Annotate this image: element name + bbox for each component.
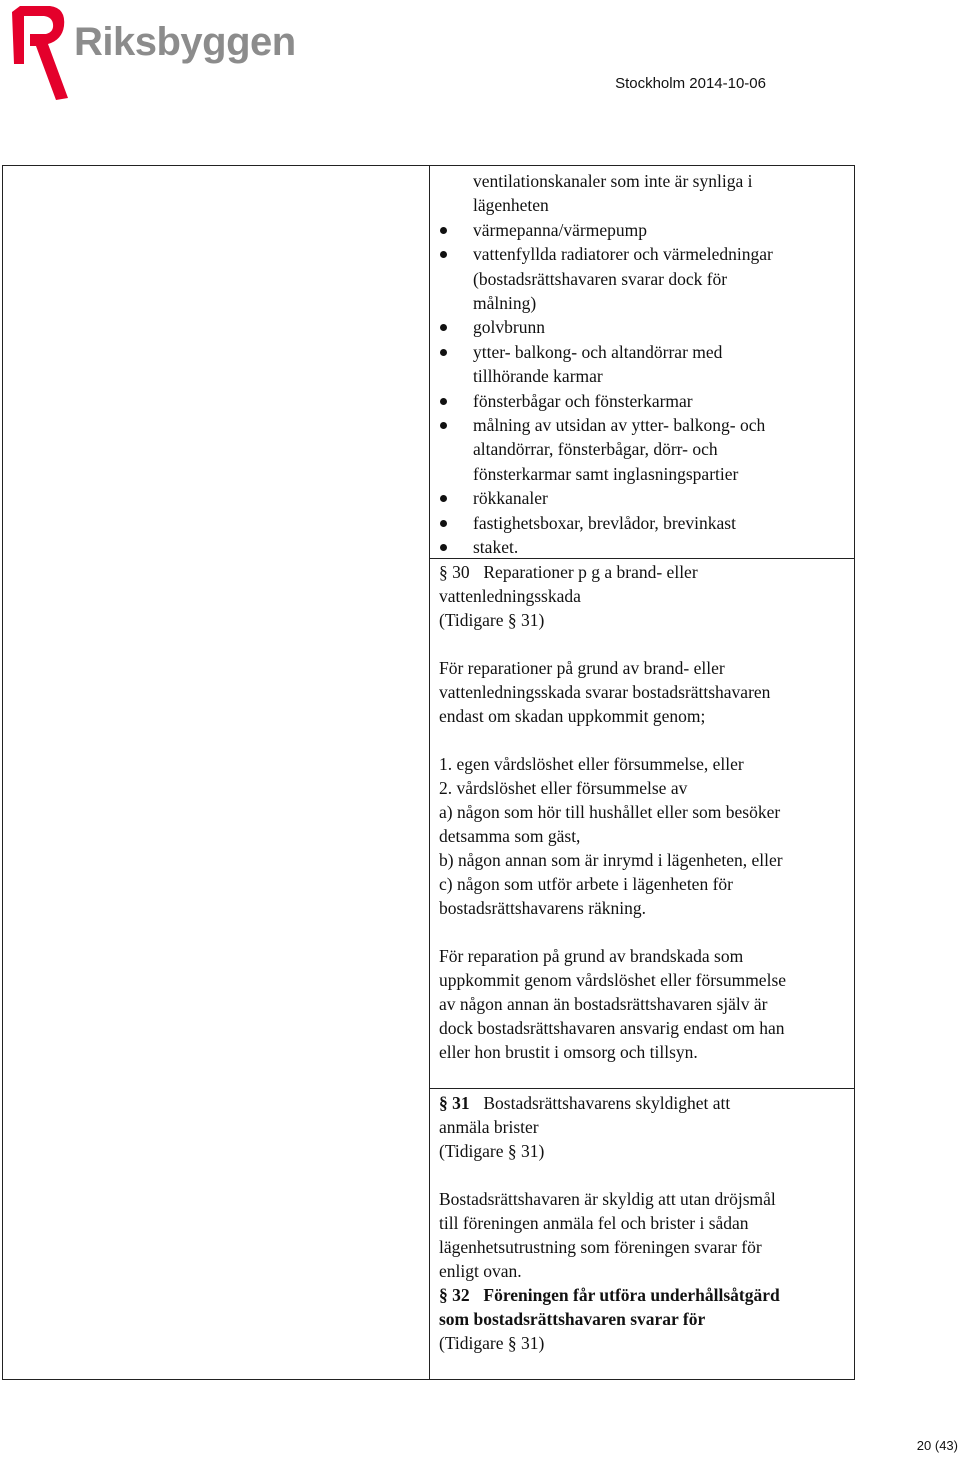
section-31-heading: § 31 Bostadsrättshavarens skyldighet att: [439, 1093, 731, 1113]
bullet-icon: [440, 324, 447, 331]
riksbyggen-logo: [10, 4, 300, 102]
section-30: § 30 Reparationer p g a brand- eller vattenledningsskada (Tidigare § 31) För reparationer på grund av brand- eller vattenledningsskada svarar bostadsrättshavaren endast om skadan uppkommit genom; 1. egen vårdslöshet eller försummelse, eller 2. vårdslöshet eller försummelse av a) någon som hör till hushållet eller som besöker detsamma som gäst, b) någon annan som är inrymd i lägenheten, eller c) någon som utför arbete i lägenheten för bostadsrättshavarens räkning. För reparation på grund av brandskada som uppkommit genom vårdslöshet eller försummelse av någon annan än bostadsrättshavaren själv är dock bostadsrättshavaren ansvarig endast om han eller hon brustit i omsorg och tillsyn.: [439, 560, 849, 1064]
bullet-text: rökkanaler: [473, 488, 548, 509]
list-item: ventilationskanaler som inte är synliga i lägenheten: [473, 171, 753, 216]
bullet-text: tillhörande karmar: [473, 366, 603, 387]
bullet-list-item: [431, 218, 851, 242]
page-number: 20 (43): [916, 1438, 958, 1453]
bullet-icon: [440, 422, 447, 429]
bullet-list-item: [431, 413, 851, 486]
bullet-icon: [440, 544, 447, 551]
bullet-text: fastighetsboxar, brevlådor, brevinkast: [473, 512, 736, 533]
section-32-previous: (Tidigare § 31): [439, 1333, 545, 1353]
row-divider: [429, 1088, 854, 1089]
section-31-previous: (Tidigare § 31): [439, 1141, 545, 1161]
bullet-text: staket.: [473, 537, 519, 558]
bullet-list-item: [431, 242, 851, 315]
bullet-text: fönsterbågar och fönsterkarmar: [473, 390, 693, 411]
bullet-icon: [440, 495, 447, 502]
bullet-list-item: [431, 389, 851, 413]
bullet-list-item: [431, 340, 851, 389]
bullet-text: målning): [473, 293, 537, 314]
bullet-list-item: [431, 535, 851, 559]
content-table: [2, 165, 855, 1380]
section-30-previous: (Tidigare § 31): [439, 610, 545, 630]
bullet-text: målning av utsidan av ytter- balkong- och: [473, 415, 766, 436]
column-divider: [429, 166, 430, 1379]
riksbyggen-logo-mark-icon: [10, 4, 70, 102]
section-31: § 31 Bostadsrättshavarens skyldighet att anmäla brister (Tidigare § 31) Bostadsrättshavaren är skyldig att utan dröjsmål till föreningen anmäla fel och brister i sådan lägenhetsutrustning som föreningen svarar för enligt ovan. § 32 Föreningen får utföra underhållsåtgärd som bostadsrättshavaren svarar för (Tidigare § 31): [439, 1091, 849, 1355]
logo-wordmark: Riksbyggen: [74, 20, 296, 64]
bullet-list-item: [431, 486, 851, 510]
bullet-text: ytter- balkong- och altandörrar med: [473, 341, 723, 362]
bullet-list-item: [431, 315, 851, 339]
bullet-list-item: [431, 511, 851, 535]
document-date: Stockholm 2014-10-06: [615, 75, 766, 92]
bullet-text: golvbrunn: [473, 317, 545, 338]
maintenance-bullet-list: [431, 169, 851, 560]
bullet-text: värmepanna/värmepump: [473, 219, 647, 240]
bullet-icon: [440, 251, 447, 258]
bullet-text: (bostadsrättshavaren svarar dock för: [473, 268, 728, 289]
bullet-text: vattenfyllda radiatorer och värmeledningar: [473, 244, 773, 265]
bullet-icon: [440, 398, 447, 405]
bullet-text: fönsterkarmar samt inglasningspartier: [473, 463, 739, 484]
bullet-icon: [440, 520, 447, 527]
section-30-heading: § 30 Reparationer p g a brand- eller: [439, 562, 698, 582]
bullet-text: altandörrar, fönsterbågar, dörr- och: [473, 439, 718, 460]
bullet-icon: [440, 227, 447, 234]
section-32-heading: § 32 Föreningen får utföra underhållsåtgärd: [439, 1285, 780, 1305]
bullet-icon: [440, 349, 447, 356]
